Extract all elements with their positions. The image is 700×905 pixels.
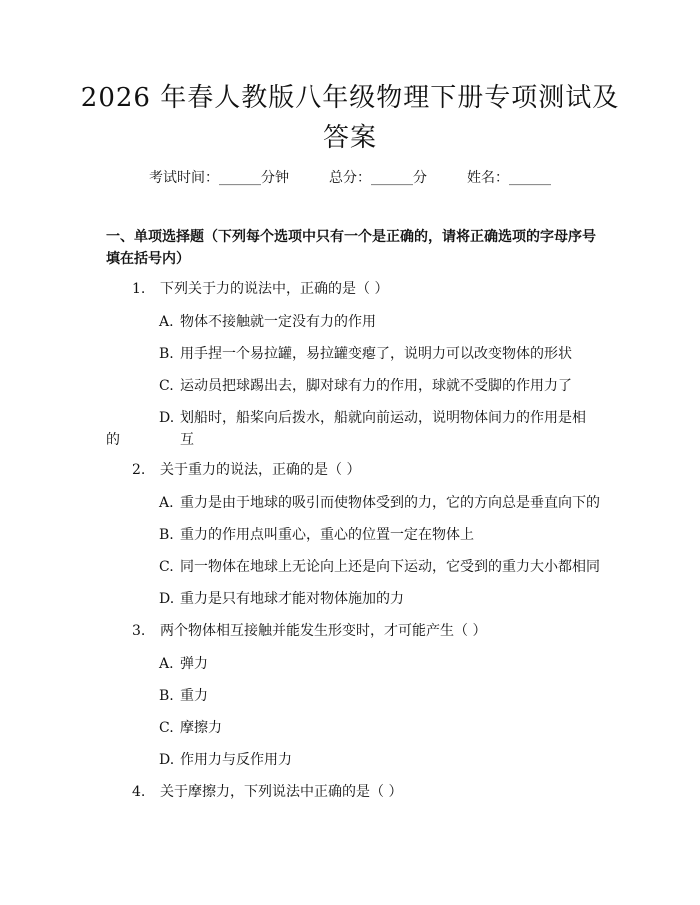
section-heading: 一、单项选择题（下列每个选项中只有一个是正确的，请将正确选项的字母序号填在括号内） bbox=[106, 229, 596, 267]
question-text: 两个物体相互接触并能发生形变时，才可能产生（ ） bbox=[160, 623, 487, 639]
question-text: 关于摩擦力，下列说法中正确的是（ ） bbox=[160, 784, 403, 800]
answer-option bbox=[106, 685, 596, 717]
answer-option bbox=[106, 556, 600, 588]
page-title: 2026 年春人教版八年级物理下册专项测试及答案 bbox=[80, 83, 620, 153]
option-text: 重力是只有地球才能对物体施加的力 bbox=[180, 591, 404, 607]
option-text: 用手捏一个易拉罐，易拉罐变瘪了，说明力可以改变物体的形状 bbox=[180, 346, 572, 362]
option-letter: A. bbox=[159, 495, 174, 511]
option-letter: C. bbox=[159, 559, 174, 575]
answer-option bbox=[106, 311, 596, 343]
question-number: 3. bbox=[132, 623, 146, 639]
option-letter: B. bbox=[159, 688, 174, 704]
option-text: 摩擦力 bbox=[180, 720, 222, 736]
answer-option bbox=[106, 524, 596, 556]
answer-option bbox=[106, 407, 596, 459]
option-text: 同一物体在地球上无论向上还是向下运动，它受到的重力大小都相同 bbox=[180, 559, 600, 575]
question-text: 下列关于力的说法中，正确的是（ ） bbox=[160, 281, 389, 297]
option-letter: B. bbox=[159, 527, 174, 543]
question-number: 1. bbox=[132, 281, 146, 297]
exam-meta bbox=[0, 168, 700, 188]
option-letter: D. bbox=[159, 410, 175, 426]
option-letter: C. bbox=[159, 378, 174, 394]
answer-option bbox=[106, 343, 596, 375]
question-list bbox=[106, 278, 600, 814]
option-text: 重力 bbox=[180, 688, 208, 704]
question-number: 2. bbox=[132, 462, 146, 478]
option-letter: B. bbox=[159, 346, 174, 362]
answer-option bbox=[106, 749, 596, 781]
option-letter: D. bbox=[159, 591, 175, 607]
question-stem bbox=[106, 620, 596, 653]
question-number: 4. bbox=[132, 784, 146, 800]
name-field: 姓名：______ bbox=[467, 170, 551, 186]
option-text: 物体不接触就一定没有力的作用 bbox=[180, 314, 376, 330]
question-stem bbox=[106, 278, 596, 311]
answer-option bbox=[106, 653, 596, 685]
option-text: 运动员把球踢出去，脚对球有力的作用，球就不受脚的作用力了 bbox=[180, 378, 572, 394]
exam-time-field: 考试时间：______分钟 bbox=[149, 170, 289, 186]
question-stem bbox=[106, 781, 596, 814]
option-letter: D. bbox=[159, 752, 175, 768]
question-text: 关于重力的说法，正确的是（ ） bbox=[160, 462, 361, 478]
question-stem bbox=[106, 459, 596, 492]
option-text: 作用力与反作用力 bbox=[180, 752, 292, 768]
option-text: 弹力 bbox=[180, 656, 208, 672]
option-letter: A. bbox=[159, 656, 174, 672]
answer-option bbox=[106, 717, 596, 749]
option-text: 重力是由于地球的吸引而使物体受到的力，它的方向总是垂直向下的 bbox=[180, 495, 600, 511]
answer-option bbox=[106, 375, 596, 407]
option-text: 划船时，船桨向后拨水，船就向前运动，说明物体间力的作用是相互 bbox=[180, 410, 586, 448]
answer-option bbox=[106, 492, 600, 524]
option-text: 重力的作用点叫重心，重心的位置一定在物体上 bbox=[180, 527, 474, 543]
option-text-continuation: 的 bbox=[106, 432, 120, 448]
total-score-field: 总分：______分 bbox=[329, 170, 427, 186]
answer-option bbox=[106, 588, 596, 620]
option-letter: A. bbox=[159, 314, 174, 330]
option-letter: C. bbox=[159, 720, 174, 736]
